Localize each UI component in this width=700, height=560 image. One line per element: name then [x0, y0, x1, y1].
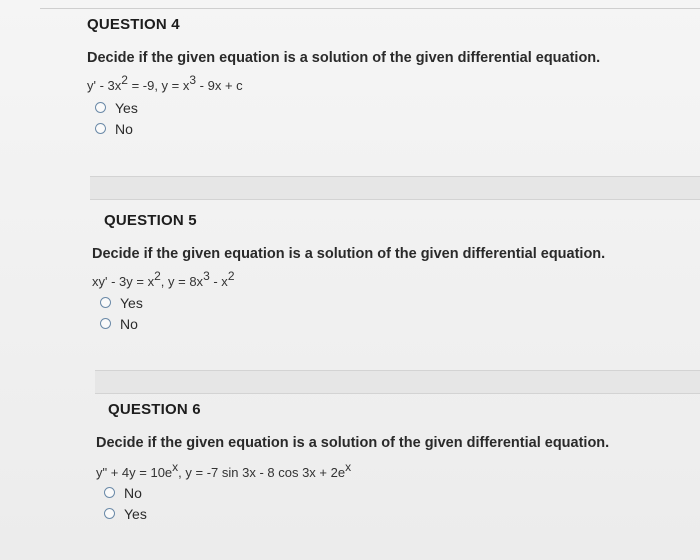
- radio-button[interactable]: [95, 123, 106, 134]
- question-prompt: Decide if the given equation is a solution of the given differential equation.: [96, 435, 610, 451]
- option-label: No: [115, 120, 133, 137]
- radio-button[interactable]: [95, 102, 106, 113]
- option-yes[interactable]: [95, 97, 600, 118]
- question-equation: $xy' - 3y = x^2$, $y = 8x^3 - x^2$: [92, 269, 235, 289]
- question-6: [96, 401, 609, 524]
- question-equation: $y' - 3x^2 = -9$, $y = x^3 - 9x + c$: [87, 73, 243, 93]
- question-separator: [90, 176, 700, 200]
- question-title: QUESTION 5: [104, 212, 197, 229]
- option-no[interactable]: [100, 313, 605, 334]
- option-label: No: [124, 484, 142, 501]
- question-prompt: Decide if the given equation is a solution of the given differential equation.: [87, 50, 601, 66]
- option-label: Yes: [120, 294, 143, 311]
- option-label: No: [120, 315, 138, 332]
- option-yes[interactable]: [104, 503, 609, 524]
- divider: [40, 8, 700, 9]
- option-no[interactable]: [95, 118, 600, 139]
- question-separator: [95, 370, 700, 394]
- radio-button[interactable]: [100, 318, 111, 329]
- question-title: QUESTION 4: [87, 16, 180, 33]
- question-title: QUESTION 6: [108, 401, 201, 418]
- question-5: [92, 212, 605, 334]
- question-prompt: Decide if the given equation is a solution of the given differential equation.: [92, 246, 606, 262]
- option-yes[interactable]: [100, 292, 605, 313]
- question-equation: y" + $4y = 10e^x$, y = -7 sin 3x - 8 $\cos 3x + 2e^x$: [96, 460, 352, 480]
- option-label: Yes: [124, 505, 147, 522]
- option-label: Yes: [115, 99, 138, 116]
- radio-button[interactable]: [104, 508, 115, 519]
- option-no[interactable]: [104, 482, 609, 503]
- radio-button[interactable]: [100, 297, 111, 308]
- question-4: [87, 16, 600, 139]
- radio-button[interactable]: [104, 487, 115, 498]
